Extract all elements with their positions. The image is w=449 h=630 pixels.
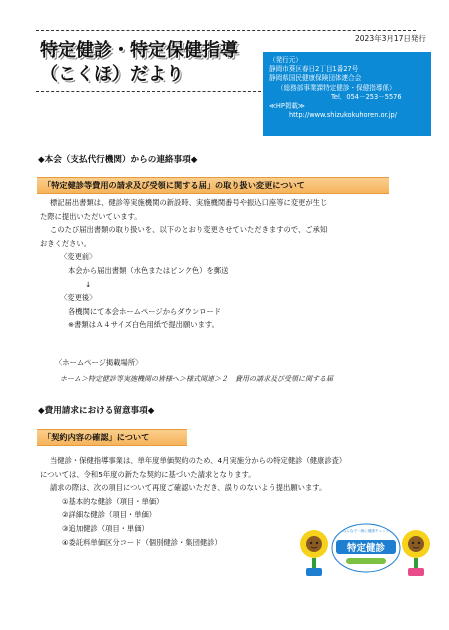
paragraph-line: については、令和5年度の新たな契約に基づいた請求となります。 bbox=[40, 469, 256, 479]
paragraph-line: このたび届出書類の取り扱いを、以下のとおり変更させていただきますので、ご承知 bbox=[50, 225, 328, 235]
list-item: ①基本的な健診（項目・単価） bbox=[62, 496, 164, 506]
logo-arc-text: みんなで一緒に健康チェック bbox=[342, 529, 390, 533]
section1-heading: ◆本会（支払代行機関）からの連絡事項◆ bbox=[38, 155, 198, 165]
after-text: 各機関にて本会ホームページからダウンロード bbox=[68, 306, 222, 316]
logo-main-text: 特定健診 bbox=[346, 543, 386, 554]
publisher-dept: （総務部事業課特定健診・保健指導係） bbox=[277, 83, 396, 92]
hp-place-label: 〈ホームページ掲載場所〉 bbox=[55, 358, 143, 367]
publisher-hp-label: ≪HP掲載≫ bbox=[269, 102, 305, 111]
list-item: ④委託料単価区分コード（個別健診・集団健診） bbox=[62, 537, 222, 547]
section2-banner: 「契約内容の確認」について bbox=[37, 429, 187, 446]
paragraph-line: おきください。 bbox=[40, 238, 92, 248]
header-bottom-rule bbox=[36, 91, 261, 92]
publisher-org: 静岡県国民健康保険団体連合会 bbox=[269, 74, 362, 83]
publisher-tel: Tel．054－253－5576 bbox=[331, 92, 402, 101]
publisher-url[interactable]: http://www.shizukokuhoren.or.jp/ bbox=[289, 111, 397, 120]
after-label: 〈変更後〉 bbox=[60, 293, 97, 303]
list-item: ②詳細な健診（項目・単価） bbox=[62, 510, 157, 520]
publisher-label: （発行元） bbox=[269, 56, 302, 64]
before-label: 〈変更前〉 bbox=[60, 252, 97, 262]
paragraph-line: た際に提出いただいています。 bbox=[40, 211, 142, 221]
paragraph-line: 当健診・保健指導事業は、単年度単価契約のため、4月実施分からの特定健診（健康診査） bbox=[50, 456, 347, 465]
newsletter-title: 特定健診・特定保健指導 bbox=[40, 40, 238, 61]
paragraph-line: 請求の際は、次の項目について再度ご確認いただき、誤りのないよう提出願います。 bbox=[50, 483, 327, 493]
arrow-down: ↓ bbox=[85, 279, 92, 289]
section2-heading: ◆費用請求における留意事項◆ bbox=[38, 406, 155, 416]
before-text: 本会から届出書類（水色またはピンク色）を郵送 bbox=[68, 265, 229, 275]
paragraph-line: 標記届出書類は、健診等実施機関の新設時、実施機関番号や振込口座等に変更が生じ bbox=[50, 198, 328, 207]
kenshin-badge bbox=[332, 524, 400, 572]
publisher-box bbox=[263, 52, 431, 136]
header-top-rule bbox=[36, 30, 416, 31]
section1-banner: 「特定健診等費用の請求及び受領に関する届」の取り扱い変更について bbox=[37, 177, 389, 194]
issue-date: 2023年3月17日発行 bbox=[355, 34, 426, 43]
publisher-address: 静岡市葵区春日2丁目1番27号 bbox=[269, 65, 359, 74]
sunflower-icon bbox=[402, 530, 430, 576]
list-item: ③追加健診（項目・単価） bbox=[62, 523, 149, 533]
sunflower-icon bbox=[300, 530, 328, 576]
section1-body bbox=[40, 196, 327, 332]
tokutei-kenshin-logo bbox=[296, 520, 436, 580]
newsletter-subtitle: （こくほ）だより bbox=[40, 64, 184, 85]
after-note: ※書類はＡ４サイズ白色用紙で提出願います。 bbox=[68, 320, 219, 330]
hp-path[interactable]: ホーム＞特定健診等実施機関の皆様へ＞様式関連＞２ 費用の請求及び受領に関する届 bbox=[60, 375, 333, 383]
